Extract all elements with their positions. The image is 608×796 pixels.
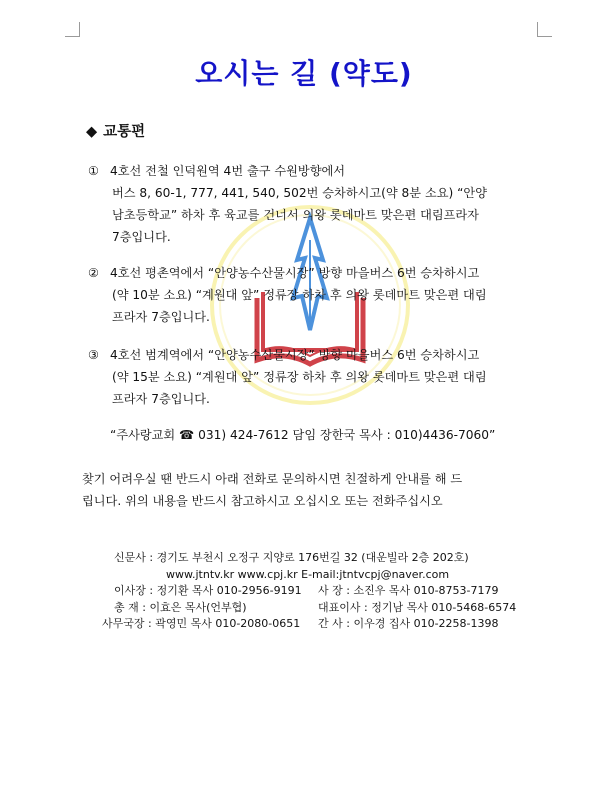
notice-line: 립니다. 위의 내용을 반드시 참고하시고 오십시오 또는 전화주십시오 [82,494,443,508]
footer-address: 신문사 : 경기도 부천시 오정구 지양로 176번길 32 (대운빌라 2층 202호) [114,551,469,564]
section-title: 교통편 [103,124,146,140]
page-title: 오시는 길 (약도) [195,57,413,90]
footer-secretary: 간 사 : 이우경 집사 010-2258-1398 [318,617,499,630]
route-line: 버스 8, 60-1, 777, 441, 540, 502번 승차하시고(약 8분 소요) “안양 [112,186,487,200]
route-item [88,160,542,248]
route-item [88,262,542,328]
route-number: ③ [88,348,99,362]
footer-general: 총 재 : 이효은 목사(언부협) [114,600,247,614]
footer-web: www.jtntv.kr www.cpj.kr E-mail:jtntvcpj@naver.com [166,567,450,581]
route-line: (약 10분 소요) “계원대 앞” 정류장 하차 후 의왕 롯데마트 맞은편 대림 [112,288,487,302]
footer-secretary-general: 사무국장 : 곽영민 목사 010-2080-0651 [102,617,301,630]
footer-president: 사 장 : 소진우 목사 010-8753-7179 [318,584,499,597]
section-heading [86,120,145,141]
route-line: 4호선 평촌역에서 “안양농수산물시장” 방향 마을버스 6번 승차하시고 [110,266,480,280]
route-line: 7층입니다. [112,230,171,244]
crop-mark-top-right [537,22,552,37]
route-line: 4호선 범계역에서 “안양농수산물시장” 방향 마을버스 6번 승차하시고 [110,348,480,362]
diamond-bullet-icon: ◆ [86,124,98,140]
route-line: 프라자 7층입니다. [112,310,210,324]
footer-ceo: 대표이사 : 정기남 목사 010-5468-6574 [318,600,517,614]
route-item [88,344,542,410]
route-number: ① [88,164,99,178]
route-line: 남초등학교” 하차 후 육교를 건너서 의왕 롯데마트 맞은편 대림프라자 [112,208,479,222]
footer-chairman: 이사장 : 정기환 목사 010-2956-9191 [114,584,302,597]
publisher-footer [0,550,608,633]
crop-mark-top-left [65,22,80,37]
route-line: 프라자 7층입니다. [112,392,210,406]
church-contact: “주사랑교회 ☎ 031) 424-7612 담임 장한국 목사 : 010)4436-7060” [110,428,496,442]
route-line: 4호선 전철 인덕원역 4번 출구 수원방향에서 [110,164,346,178]
route-number: ② [88,266,99,280]
notice-paragraph [82,468,542,512]
route-line: (약 15분 소요) “계원대 앞” 정류장 하차 후 의왕 롯데마트 맞은편 대림 [112,370,487,384]
notice-line: 찾기 어려우실 땐 반드시 아래 전화로 문의하시면 친절하게 안내를 해 드 [82,472,463,486]
